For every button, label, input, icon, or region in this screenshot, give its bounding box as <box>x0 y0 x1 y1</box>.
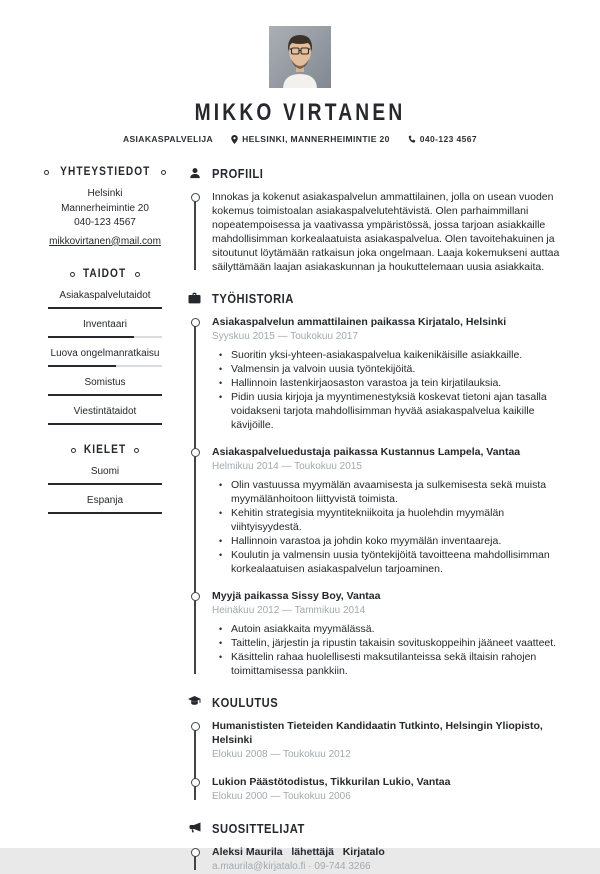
skill-item <box>34 465 176 485</box>
header-subtitle <box>0 134 600 144</box>
languages-heading: KIELET <box>34 444 176 456</box>
job-bullet: • Käsittelin rahaa huolellisesti maksutilanteissa sekä iltaisin rahojen toimittamisessa pankkiin. <box>219 650 566 678</box>
skill-bar <box>48 336 162 339</box>
skill-label: Asiakaspalvelutaidot <box>59 290 151 301</box>
job-title: Asiakaspalveluedustaja paikassa Kustannus Lampela, Vantaa <box>212 446 521 458</box>
phone-item: 040-123 4567 <box>408 134 477 144</box>
education-title: Lukion Päästötodistus, Tikkurilan Lukio, Vantaa <box>212 776 451 788</box>
education-title: Humanististen Tieteiden Kandidaatin Tutkinto, Helsingin Yliopisto, Helsinki <box>212 720 546 746</box>
skill-label: Viestintätaidot <box>73 406 137 417</box>
ring-icon <box>44 170 49 175</box>
job-entry <box>212 589 566 678</box>
email-link[interactable]: mikkovirtanen@mail.com <box>49 235 161 247</box>
graduation-cap-icon <box>188 696 201 709</box>
sidebar <box>34 166 176 874</box>
work-body <box>188 315 566 678</box>
skill-bar <box>48 483 162 486</box>
skill-bar <box>48 365 162 368</box>
skill-label: Luova ongelmanratkaisu <box>50 348 160 359</box>
sidebar-section-languages <box>34 444 176 514</box>
section-title: SUOSITTELIJAT <box>212 821 305 836</box>
location-pin-icon <box>231 135 238 144</box>
ring-icon <box>70 272 75 277</box>
main-column <box>188 166 566 874</box>
profile-entry <box>212 190 566 274</box>
education-header <box>188 695 566 710</box>
ring-icon <box>135 272 140 277</box>
skill-bar-fill <box>48 336 134 339</box>
job-dates: Syyskuu 2015 — Toukokuu 2017 <box>212 331 359 342</box>
skill-item <box>34 405 176 425</box>
job-bullet: • Pidin uusia kirjoja ja myyntimenestyksiä koskevat tietoni ajan tasalla voidakseni tarjota mahdollisimman hyvää asiakaspalvelua kaikille kävijöille. <box>219 390 566 432</box>
contact-lines <box>34 187 176 231</box>
briefcase-icon <box>188 292 201 305</box>
contact-line: Mannerheimintie 20 <box>61 202 149 214</box>
megaphone-icon <box>188 822 201 835</box>
sidebar-section-contact <box>34 166 176 249</box>
job-entry <box>212 445 566 576</box>
skill-bar-fill <box>48 512 162 515</box>
skill-bar <box>48 307 162 310</box>
skills-list <box>34 289 176 425</box>
work-header <box>188 291 566 306</box>
profile-photo <box>269 26 331 88</box>
contact-heading: YHTEYSTIEDOT <box>34 166 176 178</box>
job-bullets <box>212 622 566 678</box>
section-title: PROFIILI <box>212 166 264 181</box>
section-education <box>188 695 566 804</box>
job-entry <box>212 315 566 432</box>
job-dates: Helmikuu 2014 — Toukokuu 2015 <box>212 461 362 472</box>
reference-contact: a.maurila@kirjatalo.fi · 09-744 3266 <box>212 861 371 872</box>
skill-label: Espanja <box>86 495 124 506</box>
job-dates: Heinäkuu 2012 — Tammikuu 2014 <box>212 605 366 616</box>
job-title: Myyjä paikassa Sissy Boy, Vantaa <box>212 590 381 602</box>
skill-bar-fill <box>48 365 116 368</box>
skill-item <box>34 494 176 514</box>
skill-item <box>34 318 176 338</box>
candidate-name: MIKKO VIRTANEN <box>194 99 406 126</box>
job-bullets <box>212 478 566 576</box>
job-title: Asiakaspalvelun ammattilainen paikassa Kirjatalo, Helsinki <box>212 316 507 328</box>
ring-icon <box>71 448 76 453</box>
job-bullet: • Olin vastuussa myymälän avaamisesta ja sulkemisesta sekä muista myymälänhoitoon liittyvistä toimista. <box>219 478 566 506</box>
section-title: TYÖHISTORIA <box>212 291 294 306</box>
skill-label: Somistus <box>84 377 126 388</box>
profile-text: Innokas ja kokenut asiakaspalvelun ammattilainen, jolla on usean vuoden kokemus toimistoalan asiakaspalvelutehtävistä. Olen parhaimmillani nopeatempoisessa ja vaativassa ympäristössä, jossa tarjoan asiakkaille mahdollisimman korkealaatuista asiakaspalvelua. Olen tavoitehakuinen ja sitoutunut löytämään ratkaisun joka ongelmaan. Laaja kokemukseni auttaa säilyttämään laajan asiakaskunnan ja houkuttelemaan uusia asiakkaita. <box>212 191 560 273</box>
skill-bar-fill <box>48 307 162 310</box>
job-bullet: • Hallinnoin varastoa ja johdin koko myymälän inventaareja. <box>219 534 566 548</box>
skill-bar <box>48 423 162 426</box>
skill-bar-fill <box>48 423 162 426</box>
job-bullet: • Kehitin strategisia myyntitekniikoita ja huolehdin myymälän viihtyisyydestä. <box>219 506 566 534</box>
skill-item <box>34 347 176 367</box>
job-bullet: • Autoin asiakkaita myymälässä. <box>219 622 566 636</box>
education-body <box>188 719 566 804</box>
skill-item <box>34 289 176 309</box>
contact-line: 040-123 4567 <box>74 217 136 228</box>
section-profile <box>188 166 566 274</box>
skill-bar-fill <box>48 483 162 486</box>
job-title: ASIAKASPALVELIJA <box>122 134 214 144</box>
languages-list <box>34 465 176 514</box>
skill-bar <box>48 394 162 397</box>
job-bullet: • Suoritin yksi-yhteen-asiakaspalvelua kaikenikäisille asiakkaille. <box>219 348 566 362</box>
contact-line: Helsinki <box>87 188 123 199</box>
education-entry <box>212 719 566 762</box>
job-bullet: • Valmensin ja valvoin uusia työntekijöitä. <box>219 362 566 376</box>
job-bullet: • Taittelin, järjestin ja ripustin takaisin sovituskoppeihin jääneet vaatteet. <box>219 636 566 650</box>
ring-icon <box>161 170 166 175</box>
references-header <box>188 821 566 836</box>
ring-icon <box>134 448 139 453</box>
skill-bar-fill <box>48 394 162 397</box>
skill-label: Inventaari <box>83 319 127 330</box>
education-dates: Elokuu 2000 — Toukokuu 2006 <box>212 791 351 802</box>
education-dates: Elokuu 2008 — Toukokuu 2012 <box>212 749 351 760</box>
section-references <box>188 821 566 874</box>
skills-heading: TAIDOT <box>34 268 176 280</box>
address-item: HELSINKI, MANNERHEIMINTIE 20 <box>231 134 390 144</box>
profile-body <box>188 190 566 274</box>
section-work <box>188 291 566 678</box>
job-bullet: • Koulutin ja valmensin uusia työntekijöitä tavoitteena mahdollisimman korkealaatuisen asiakaspalvelun tarjoaminen. <box>219 548 566 576</box>
header <box>0 0 600 144</box>
section-title: KOULUTUS <box>212 695 279 710</box>
reference-name: Aleksi Maurila lähettäjä Kirjatalo <box>212 846 385 858</box>
education-entry <box>212 775 566 804</box>
job-bullet: • Hallinnoin lastenkirjaosaston varastoa ja tein kirjatilauksia. <box>219 376 566 390</box>
person-icon <box>188 167 201 180</box>
references-body <box>188 845 566 874</box>
skill-label: Suomi <box>90 466 120 477</box>
skill-bar <box>48 512 162 515</box>
phone-icon <box>408 135 416 143</box>
content-columns <box>0 166 600 874</box>
profile-header <box>188 166 566 181</box>
skill-item <box>34 376 176 396</box>
sidebar-section-skills <box>34 268 176 425</box>
reference-entry <box>212 845 566 874</box>
job-bullets <box>212 348 566 432</box>
